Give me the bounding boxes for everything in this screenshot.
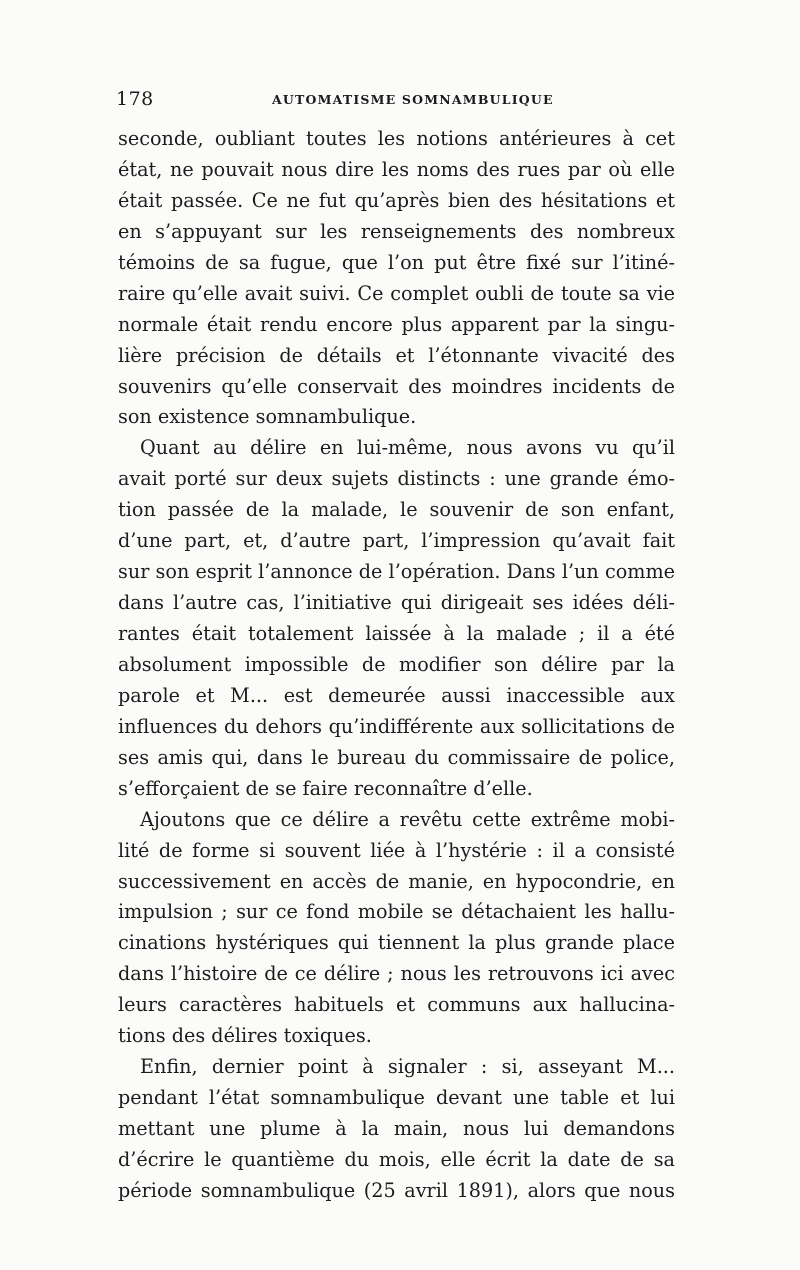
- text-line: sur son esprit l’annonce de l’opération. Dans l’un comme: [118, 560, 675, 584]
- text-line: témoins de sa fugue, que l’on put être fixé sur l’itiné-: [118, 250, 675, 274]
- text-line: seconde, oubliant toutes les notions antérieures à cet: [118, 127, 675, 150]
- text-line: en s’appuyant sur les renseignements des nombreux: [118, 219, 675, 243]
- text-line: cinations hystériques qui tiennent la plus grande place: [118, 931, 675, 955]
- text-line: était passée. Ce ne fut qu’après bien des hésitations et: [118, 188, 675, 212]
- text-line: lité de forme si souvent liée à l’hystérie : il a consisté: [118, 838, 675, 862]
- text-line: dans l’histoire de ce délire ; nous les retrouvons ici avec: [118, 962, 675, 986]
- text-line: mettant une plume à la main, nous lui demandons: [118, 1117, 675, 1140]
- text-line: normale était rendu encore plus apparent par la singu-: [118, 312, 675, 336]
- text-line: d’une part, et, d’autre part, l’impression qu’avait fait: [118, 529, 675, 553]
- text-line: impulsion ; sur ce fond mobile se détachaient les hallu-: [118, 900, 675, 924]
- text-line: parole et M... est demeurée aussi inaccessible aux: [118, 683, 675, 707]
- text-line: tions des délires toxiques.: [118, 1024, 372, 1048]
- text-line: d’écrire le quantième du mois, elle écrit la date de sa: [118, 1147, 675, 1171]
- text-line: dans l’autre cas, l’initiative qui dirigeait ses idées déli-: [118, 591, 675, 615]
- text-line: son existence somnambulique.: [118, 405, 417, 429]
- text-line: rantes était totalement laissée à la malade ; il a été: [118, 622, 675, 645]
- text-line: Quant au délire en lui-même, nous avons vu qu’il: [140, 436, 675, 460]
- page-number: 178: [116, 88, 154, 110]
- text-line: période somnambulique (25 avril 1891), alors que nous: [118, 1178, 675, 1202]
- body-text: [118, 124, 675, 1207]
- text-line: absolument impossible de modifier son délire par la: [118, 652, 675, 676]
- text-line: lière précision de détails et l’étonnante vivacité des: [118, 343, 675, 367]
- running-head: AUTOMATISME SOMNAMBULIQUE: [272, 92, 554, 107]
- text-line: influences du dehors qu’indifférente aux sollicitations de: [118, 714, 675, 738]
- text-line: état, ne pouvait nous dire les noms des rues par où elle: [118, 157, 675, 181]
- text-line: pendant l’état somnambulique devant une table et lui: [118, 1086, 675, 1110]
- text-line: souvenirs qu’elle conservait des moindres incidents de: [118, 374, 675, 398]
- text-line: s’efforçaient de se faire reconnaître d’elle.: [118, 776, 533, 800]
- text-line: Ajoutons que ce délire a revêtu cette extrême mobi-: [140, 807, 675, 831]
- text-line: tion passée de la malade, le souvenir de son enfant,: [118, 498, 675, 522]
- text-line: successivement en accès de manie, en hypocondrie, en: [118, 869, 675, 893]
- text-line: ses amis qui, dans le bureau du commissaire de police,: [118, 745, 675, 769]
- text-line: leurs caractères habituels et communs aux hallucina-: [118, 993, 675, 1017]
- text-line: avait porté sur deux sujets distincts : une grande émo-: [118, 467, 675, 491]
- text-line: raire qu’elle avait suivi. Ce complet oubli de toute sa vie: [118, 281, 675, 305]
- text-line: Enfin, dernier point à signaler : si, asseyant M...: [140, 1055, 675, 1079]
- page-header: [116, 88, 676, 114]
